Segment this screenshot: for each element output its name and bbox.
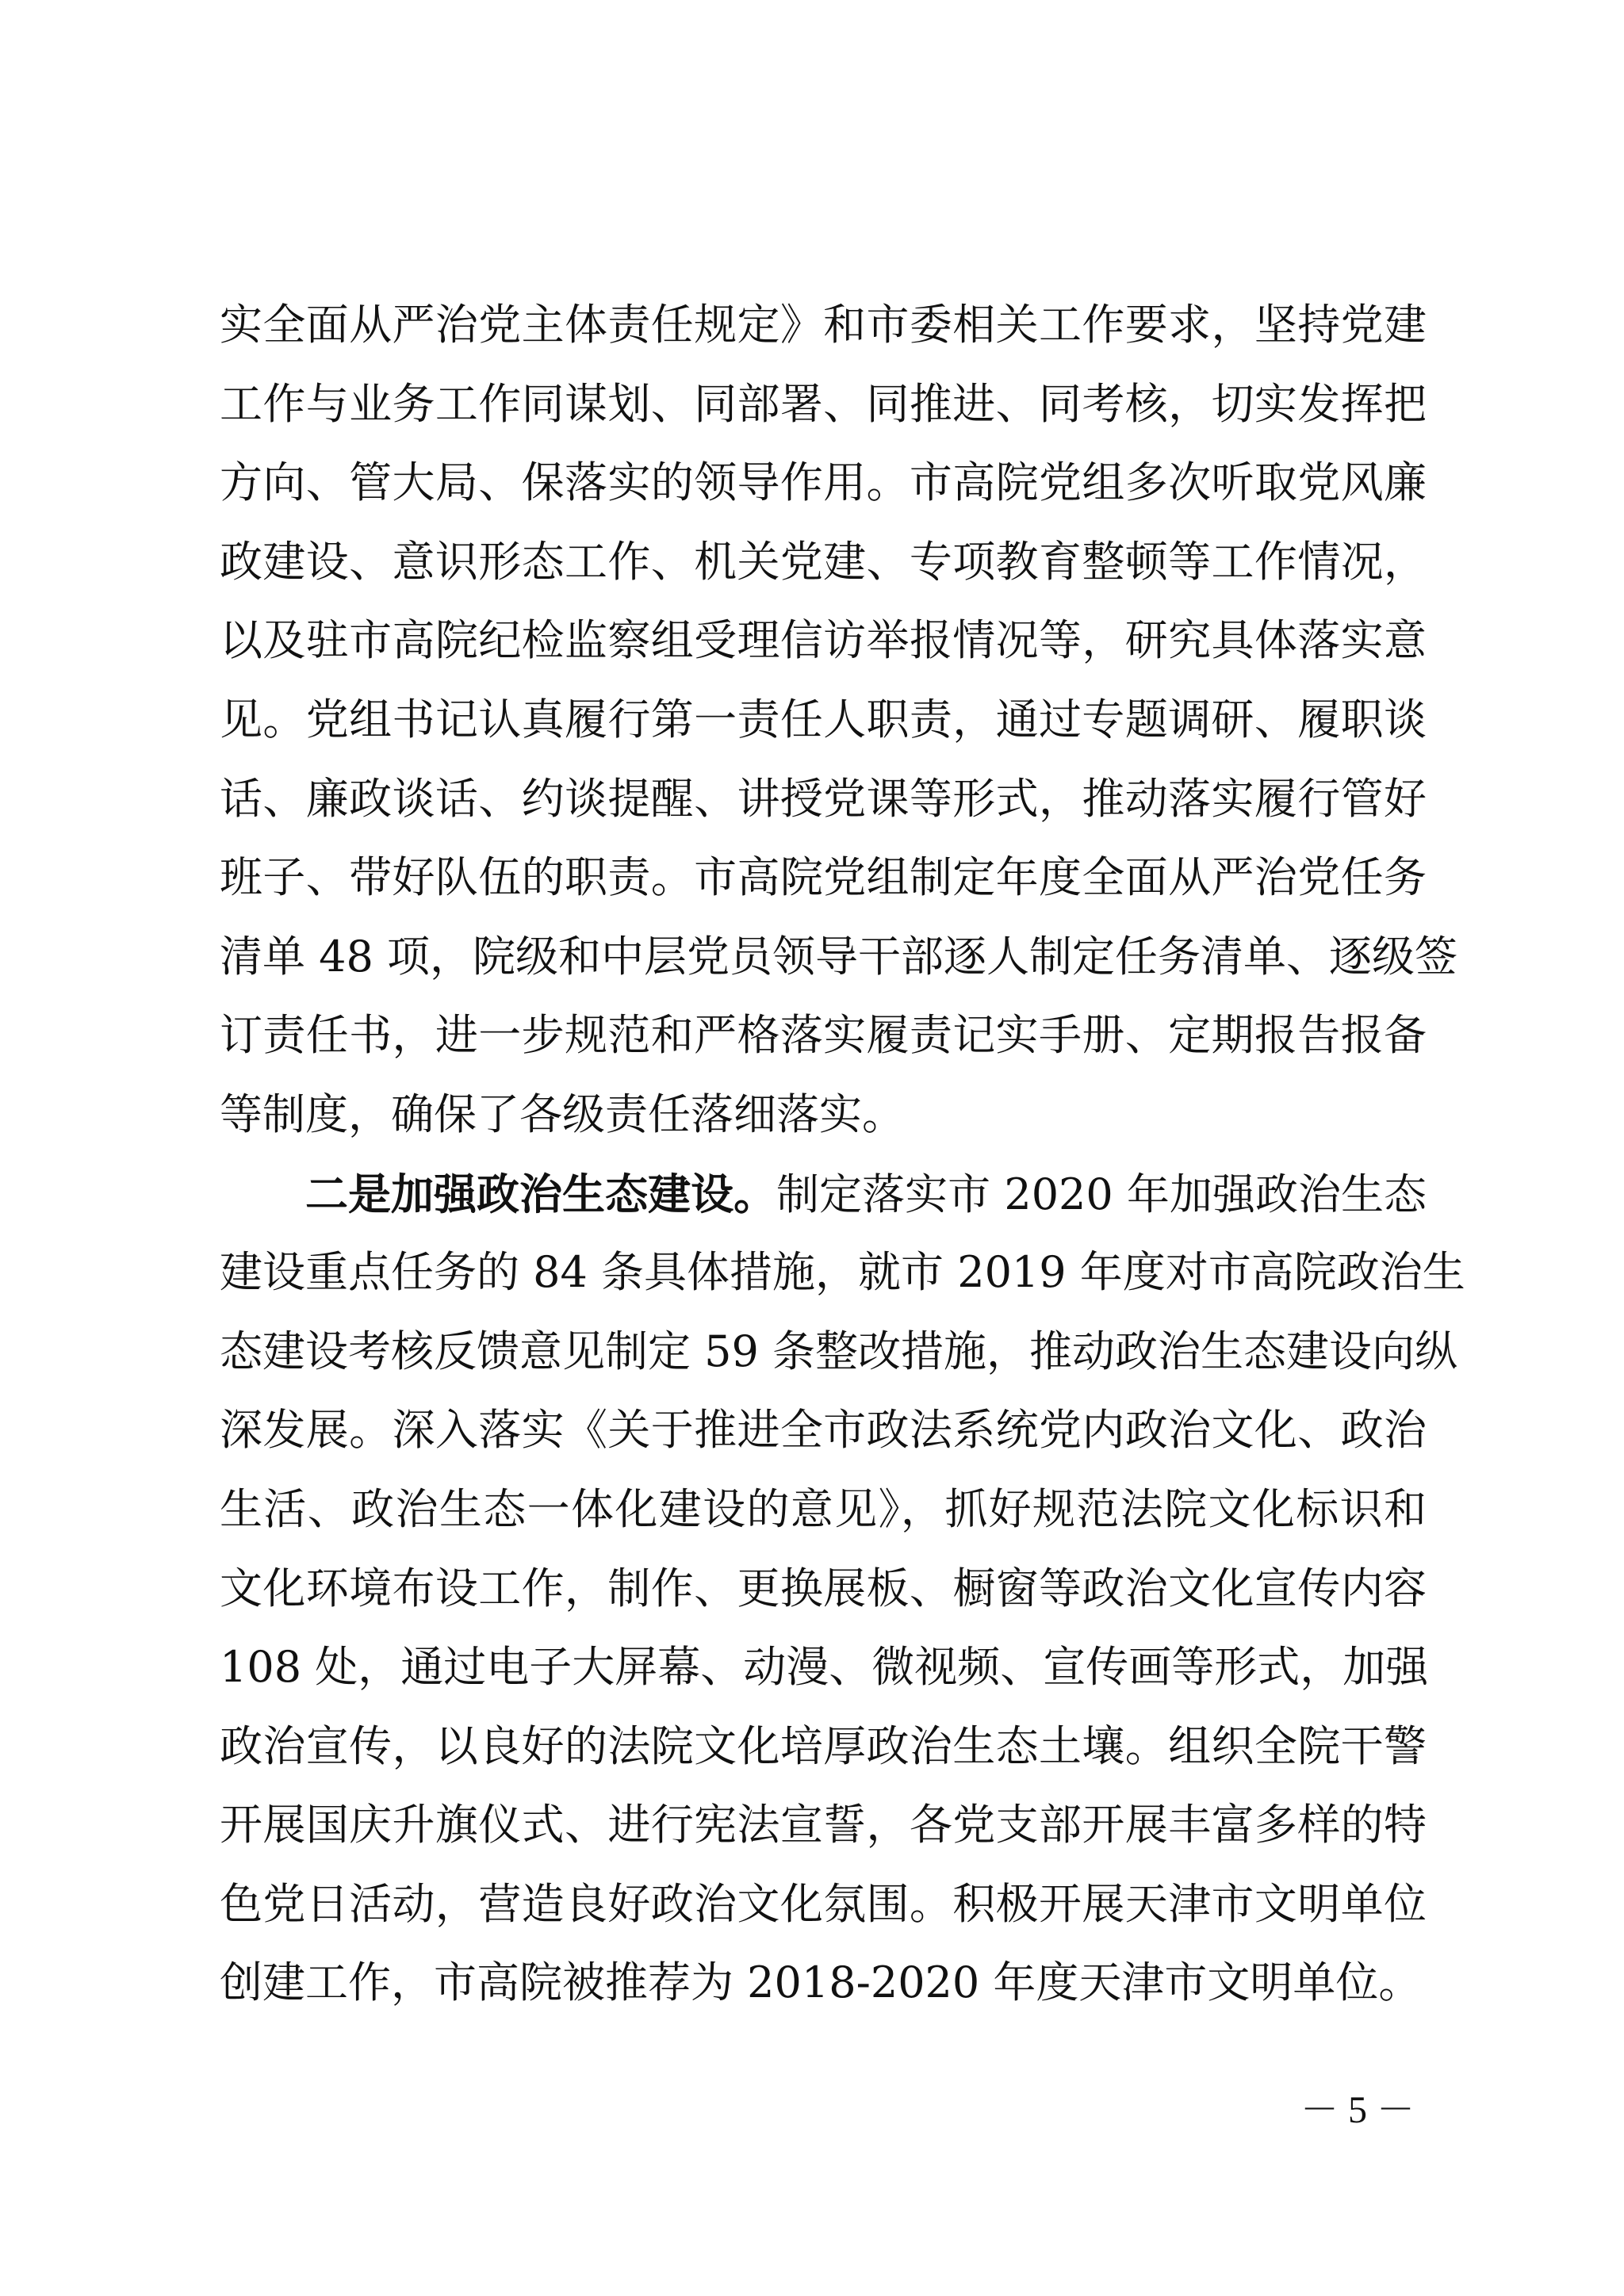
text-line: 文化环境布设工作，制作、更换展板、橱窗等政治文化宣传内容 <box>220 1563 1427 1613</box>
page-number: － 5 － <box>1300 2089 1415 2131</box>
paragraph-2 <box>220 1164 1465 2033</box>
text-line: 清单 48 项，院级和中层党员领导干部逐人制定任务清单、逐级签 <box>220 931 1458 982</box>
text-line: 创建工作，市高院被推荐为 2018-2020 年度天津市文明单位。 <box>220 1957 1422 2008</box>
text-line: 实全面从严治党主体责任规定》和市委相关工作要求，坚持党建 <box>220 300 1427 350</box>
text-line: 政建设、意识形态工作、机关党建、专项教育整顿等工作情况， <box>220 536 1427 587</box>
text-line: 方向、管大局、保落实的领导作用。市高院党组多次听取党风廉 <box>220 457 1427 508</box>
paragraph-1 <box>220 295 1458 1164</box>
text-line: 建设重点任务的 84 条具体措施，就市 2019 年度对市高院政治生 <box>220 1247 1465 1298</box>
text-line: 等制度，确保了各级责任落细落实。 <box>220 1089 905 1139</box>
paragraph-first-line-rest: 制定落实市 2020 年加强政治生态 <box>776 1169 1427 1219</box>
text-line: 色党日活动，营造良好政治文化氛围。积极开展天津市文明单位 <box>220 1878 1427 1929</box>
body-text <box>220 295 1465 2032</box>
text-line: 班子、带好队伍的职责。市高院党组制定年度全面从严治党任务 <box>220 852 1427 903</box>
text-line: 生活、政治生态一体化建设的意见》，抓好规范法院文化标识和 <box>220 1483 1427 1534</box>
text-line: 政治宣传，以良好的法院文化培厚政治生态土壤。组织全院干警 <box>220 1720 1427 1771</box>
text-line: 话、廉政谈话、约谈提醒、讲授党课等形式，推动落实履行管好 <box>220 773 1427 824</box>
text-line: 工作与业务工作同谋划、同部署、同推进、同考核，切实发挥把 <box>220 378 1427 429</box>
text-line: 开展国庆升旗仪式、进行宪法宣誓，各党支部开展丰富多样的特 <box>220 1800 1427 1850</box>
text-line: 订责任书，进一步规范和严格落实履责记实手册、定期报告报备 <box>220 1010 1427 1061</box>
text-line: 108 处，通过电子大屏幕、动漫、微视频、宣传画等形式，加强 <box>220 1642 1429 1693</box>
text-line: 见。党组书记认真履行第一责任人职责，通过专题调研、履职谈 <box>220 694 1427 744</box>
paragraph-lead-heading: 二是加强政治生态建设。 <box>305 1168 777 1219</box>
paragraph-first-line <box>220 1164 1427 1243</box>
text-line: 态建设考核反馈意见制定 59 条整改措施，推动政治生态建设向纵 <box>220 1326 1458 1376</box>
text-line: 深发展。深入落实《关于推进全市政法系统党内政治文化、政治 <box>220 1405 1427 1456</box>
text-line: 以及驻市高院纪检监察组受理信访举报情况等，研究具体落实意 <box>220 615 1427 666</box>
